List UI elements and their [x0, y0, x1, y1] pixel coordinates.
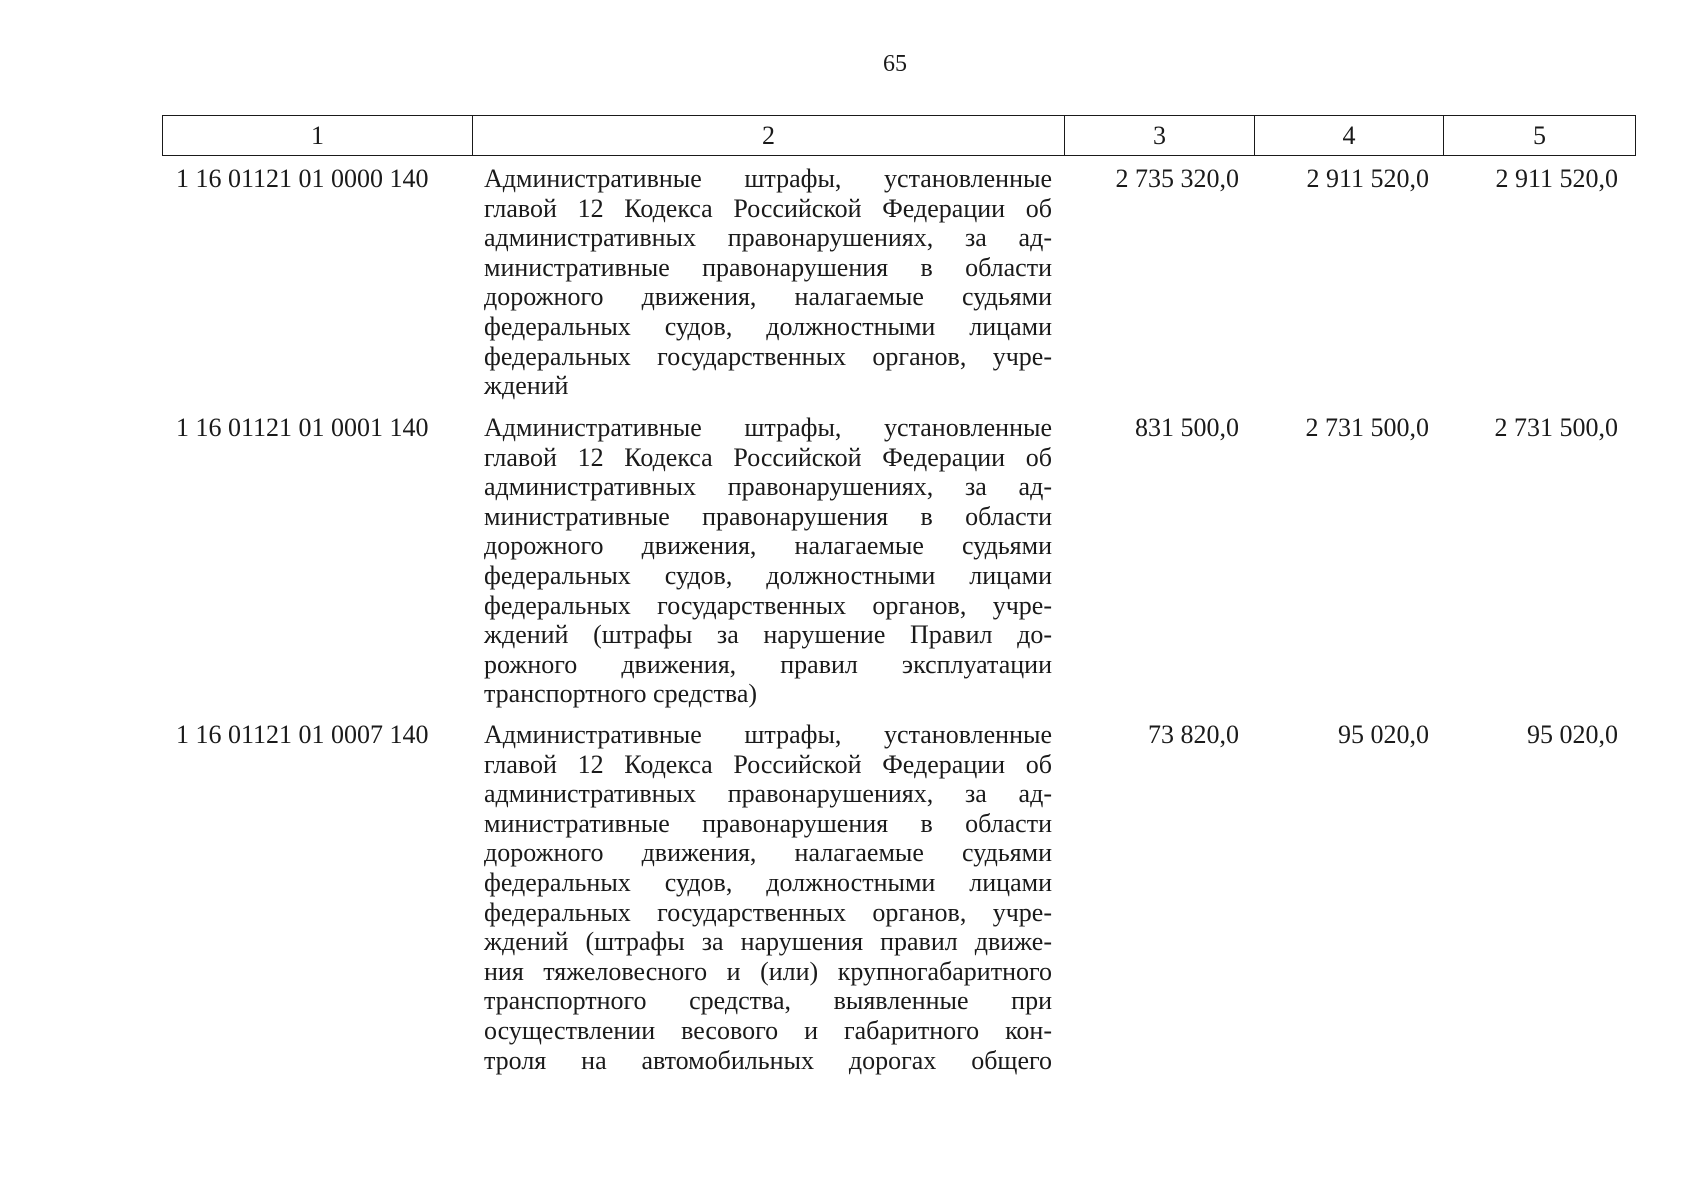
description: [484, 164, 1052, 401]
description-line: транспортного средства): [484, 679, 758, 709]
description-line: Административные штрафы, установленные: [484, 720, 1052, 749]
description: [484, 720, 1052, 1075]
value-column-4: 2 911 520,0: [1306, 164, 1429, 193]
description-line: Административные штрафы, установленные: [484, 164, 1052, 193]
description-line: главой 12 Кодекса Российской Федерации об: [484, 749, 1052, 779]
column-header-2: 2: [473, 116, 1065, 156]
description-line: административных правонарушениях, за ад-: [484, 472, 1052, 502]
column-header-4: 4: [1255, 116, 1444, 156]
description: [484, 413, 1052, 709]
value-column-5: 95 020,0: [1527, 720, 1618, 749]
description-line: транспортного средства, выявленные при: [484, 986, 1052, 1016]
budget-code: 1 16 01121 01 0007 140: [176, 720, 429, 749]
budget-code: 1 16 01121 01 0000 140: [176, 164, 429, 193]
description-line: рожного движения, правил эксплуатации: [484, 649, 1052, 679]
description-line: административных правонарушениях, за ад-: [484, 223, 1052, 253]
description-line: главой 12 Кодекса Российской Федерации об: [484, 193, 1052, 223]
column-header-row: [163, 116, 1636, 156]
value-column-3: 2 735 320,0: [1115, 164, 1239, 193]
page-number: 65: [883, 51, 907, 77]
description-line: министративные правонарушения в области: [484, 501, 1052, 531]
description-line: министративные правонарушения в области: [484, 252, 1052, 282]
value-column-5: 2 731 500,0: [1494, 413, 1618, 442]
description-line: ждений (штрафы за нарушения правил движе-: [484, 927, 1052, 957]
description-line: Административные штрафы, установленные: [484, 413, 1052, 442]
description-line: ждений (штрафы за нарушение Правил до-: [484, 620, 1052, 650]
description-line: ждений: [484, 371, 569, 401]
value-column-3: 831 500,0: [1135, 413, 1239, 442]
value-column-4: 95 020,0: [1338, 720, 1429, 749]
description-line: дорожного движения, налагаемые судьями: [484, 282, 1052, 312]
description-line: федеральных государственных органов, учре-: [484, 341, 1052, 371]
column-header-3: 3: [1065, 116, 1255, 156]
description-line: федеральных судов, должностными лицами: [484, 560, 1052, 590]
column-header-5: 5: [1444, 116, 1636, 156]
budget-code: 1 16 01121 01 0001 140: [176, 413, 429, 442]
description-line: осуществлении весового и габаритного кон-: [484, 1015, 1052, 1045]
description-line: административных правонарушениях, за ад-: [484, 779, 1052, 809]
description-line: троля на автомобильных дорогах общего: [484, 1045, 1052, 1075]
description-line: федеральных судов, должностными лицами: [484, 867, 1052, 897]
description-line: федеральных государственных органов, учре-: [484, 590, 1052, 620]
description-line: главой 12 Кодекса Российской Федерации об: [484, 442, 1052, 472]
column-header-1: 1: [163, 116, 473, 156]
description-line: дорожного движения, налагаемые судьями: [484, 838, 1052, 868]
description-line: федеральных судов, должностными лицами: [484, 311, 1052, 341]
description-line: ния тяжеловесного и (или) крупногабаритного: [484, 956, 1052, 986]
description-line: дорожного движения, налагаемые судьями: [484, 531, 1052, 561]
column-header-table: [162, 115, 1636, 156]
value-column-4: 2 731 500,0: [1305, 413, 1429, 442]
value-column-3: 73 820,0: [1148, 720, 1239, 749]
description-line: министративные правонарушения в области: [484, 808, 1052, 838]
description-line: федеральных государственных органов, учре-: [484, 897, 1052, 927]
value-column-5: 2 911 520,0: [1495, 164, 1618, 193]
